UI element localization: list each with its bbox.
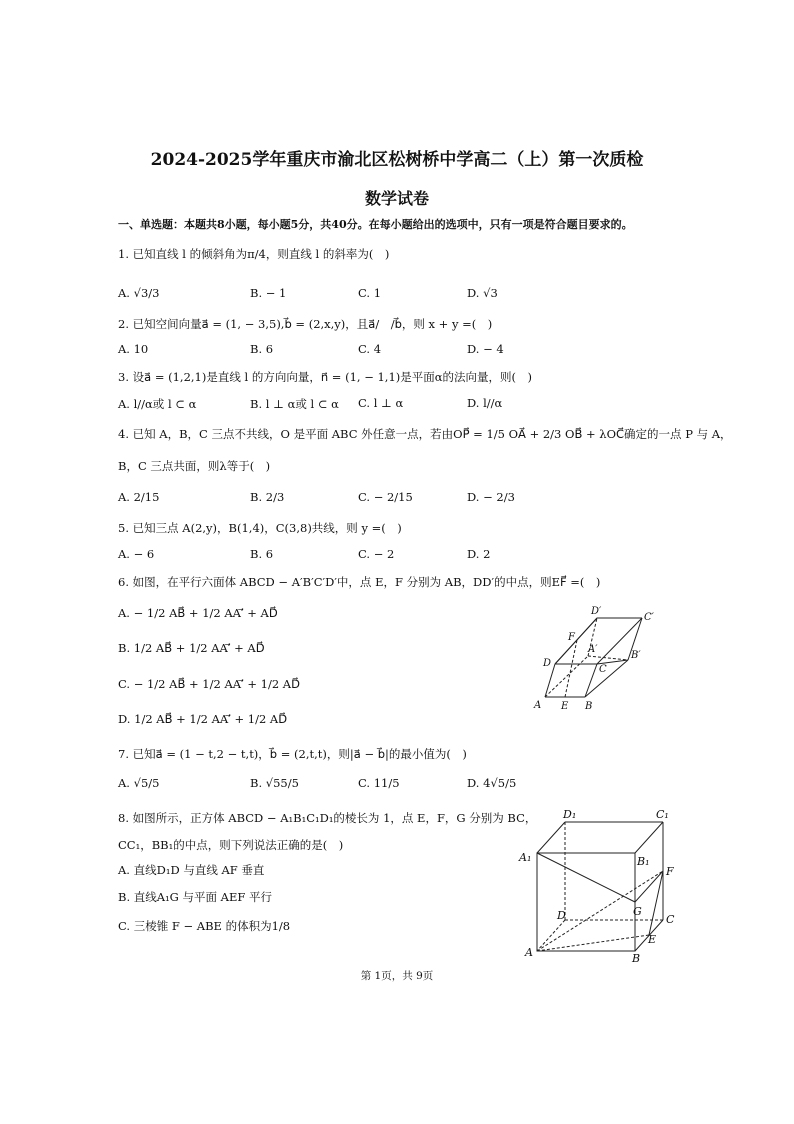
parallelepiped-figure [525,600,675,715]
q6-option-c: C. − 1/2 AB⃗ + 1/2 AA′⃗ + 1/2 AD⃗ [118,677,300,691]
question-1-stem: 1. 已知直线 l 的倾斜角为π/4，则直线 l 的斜率为( ) [118,247,390,261]
page-footer: 第 1页，共 9页 [360,970,434,982]
q2-option-b: B. 6 [250,342,274,356]
fig8-label-c1: C₁ [656,808,669,821]
fig6-label-a: A [534,700,542,711]
q6-option-b: B. 1/2 AB⃗ + 1/2 AA′⃗ + AD⃗ [118,641,265,655]
fig8-label-g: G [633,905,642,918]
question-3-stem: 3. 设a⃗ = (1,2,1)是直线 l 的方向向量，n⃗ = (1, − 1,1)是平面α的法向量，则( ) [118,370,532,384]
q8-option-c: C. 三棱锥 F − ABE 的体积为1/8 [118,919,291,933]
q2-option-a: A. 10 [118,342,149,356]
paper-subtitle: 数学试卷 [364,189,429,208]
q1-option-a: A. √3/3 [118,286,160,300]
question-2-stem: 2. 已知空间向量a⃗ = (1, − 3,5),b⃗ = (2,x,y)，且a⃗/ /b⃗，则 x + y =( ) [118,317,493,331]
question-5-stem: 5. 已知三点 A(2,y)，B(1,4)，C(3,8)共线，则 y =( ) [118,521,402,535]
q3-option-c: C. l ⊥ α [358,396,404,410]
q8-option-b: B. 直线A₁G 与平面 AEF 平行 [118,890,273,904]
q1-option-d: D. √3 [467,286,498,300]
q3-option-a: A. l//α或 l ⊂ α [118,397,197,411]
q6-option-a: A. − 1/2 AB⃗ + 1/2 AA′⃗ + AD⃗ [118,606,278,620]
cube-figure [515,805,685,965]
fig8-label-e: E [648,933,657,946]
q7-option-a: A. √5/5 [118,776,160,790]
paper-title: 2024-2025学年重庆市渝北区松树桥中学高二（上）第一次质检 [150,150,644,170]
fig8-label-b: B [632,952,641,965]
fig8-label-d1: D₁ [563,808,577,821]
q5-option-d: D. 2 [467,547,491,561]
fig6-label-e: E [561,701,569,712]
q2-option-c: C. 4 [358,342,382,356]
fig6-label-b-prime: B′ [631,650,641,661]
q5-option-a: A. − 6 [118,547,155,561]
fig6-label-d: D [543,658,552,669]
fig6-label-d-prime: D′ [591,606,602,617]
question-4-stem: 4. 已知 A，B，C 三点不共线，O 是平面 ABC 外任意一点，若由OP⃗ = 1/5 OA⃗ + 2/3 OB⃗ + λOC⃗确定的一点 P 与 A， [118,427,732,441]
question-8-stem: 8. 如图所示，正方体 ABCD − A₁B₁C₁D₁的棱长为 1，点 E，F，G 分别为 BC， [118,811,537,825]
q3-option-b: B. l ⊥ α或 l ⊂ α [250,397,339,411]
q4-option-d: D. − 2/3 [467,490,515,504]
q7-option-b: B. √55/5 [250,776,299,790]
fig8-label-b1: B₁ [637,855,650,868]
fig6-label-c-prime: C′ [644,612,654,623]
fig6-label-b: B [585,701,593,712]
question-8-stem-cont: CC₁，BB₁的中点，则下列说法正确的是( ) [118,838,344,852]
fig8-label-d: D [557,909,566,922]
q7-option-d: D. 4√5/5 [467,776,517,790]
fig8-label-a: A [525,946,533,959]
q7-option-c: C. 11/5 [358,776,400,790]
fig6-label-c: C [599,664,607,675]
section-heading: 一、单选题：本题共8小题，每小题5分，共40分。在每小题给出的选项中，只有一项是符合题目要求的。 [118,218,633,231]
q1-option-b: B. − 1 [250,286,287,300]
fig8-label-f: F [666,865,674,878]
q4-option-c: C. − 2/15 [358,490,413,504]
q1-option-c: C. 1 [358,286,382,300]
q2-option-d: D. − 4 [467,342,504,356]
q8-option-a: A. 直线D₁D 与直线 AF 垂直 [118,863,265,877]
q5-option-b: B. 6 [250,547,274,561]
fig8-label-c: C [666,913,675,926]
question-4-stem-cont: B，C 三点共面，则λ等于( ) [118,459,271,473]
q4-option-b: B. 2/3 [250,490,285,504]
q3-option-d: D. l//α [467,396,503,410]
q5-option-c: C. − 2 [358,547,395,561]
q6-option-d: D. 1/2 AB⃗ + 1/2 AA′⃗ + 1/2 AD⃗ [118,712,288,726]
question-6-stem: 6. 如图，在平行六面体 ABCD − A′B′C′D′中，点 E，F 分别为 AB，DD′的中点，则EF⃗ =( ) [118,575,601,589]
q4-option-a: A. 2/15 [118,490,160,504]
question-7-stem: 7. 已知a⃗ = (1 − t,2 − t,t)，b⃗ = (2,t,t)，则|a⃗ − b⃗|的最小值为( ) [118,747,467,761]
fig6-label-a-prime: A′ [588,644,598,655]
fig8-label-a1: A₁ [519,851,532,864]
fig6-label-f: F [568,632,575,643]
